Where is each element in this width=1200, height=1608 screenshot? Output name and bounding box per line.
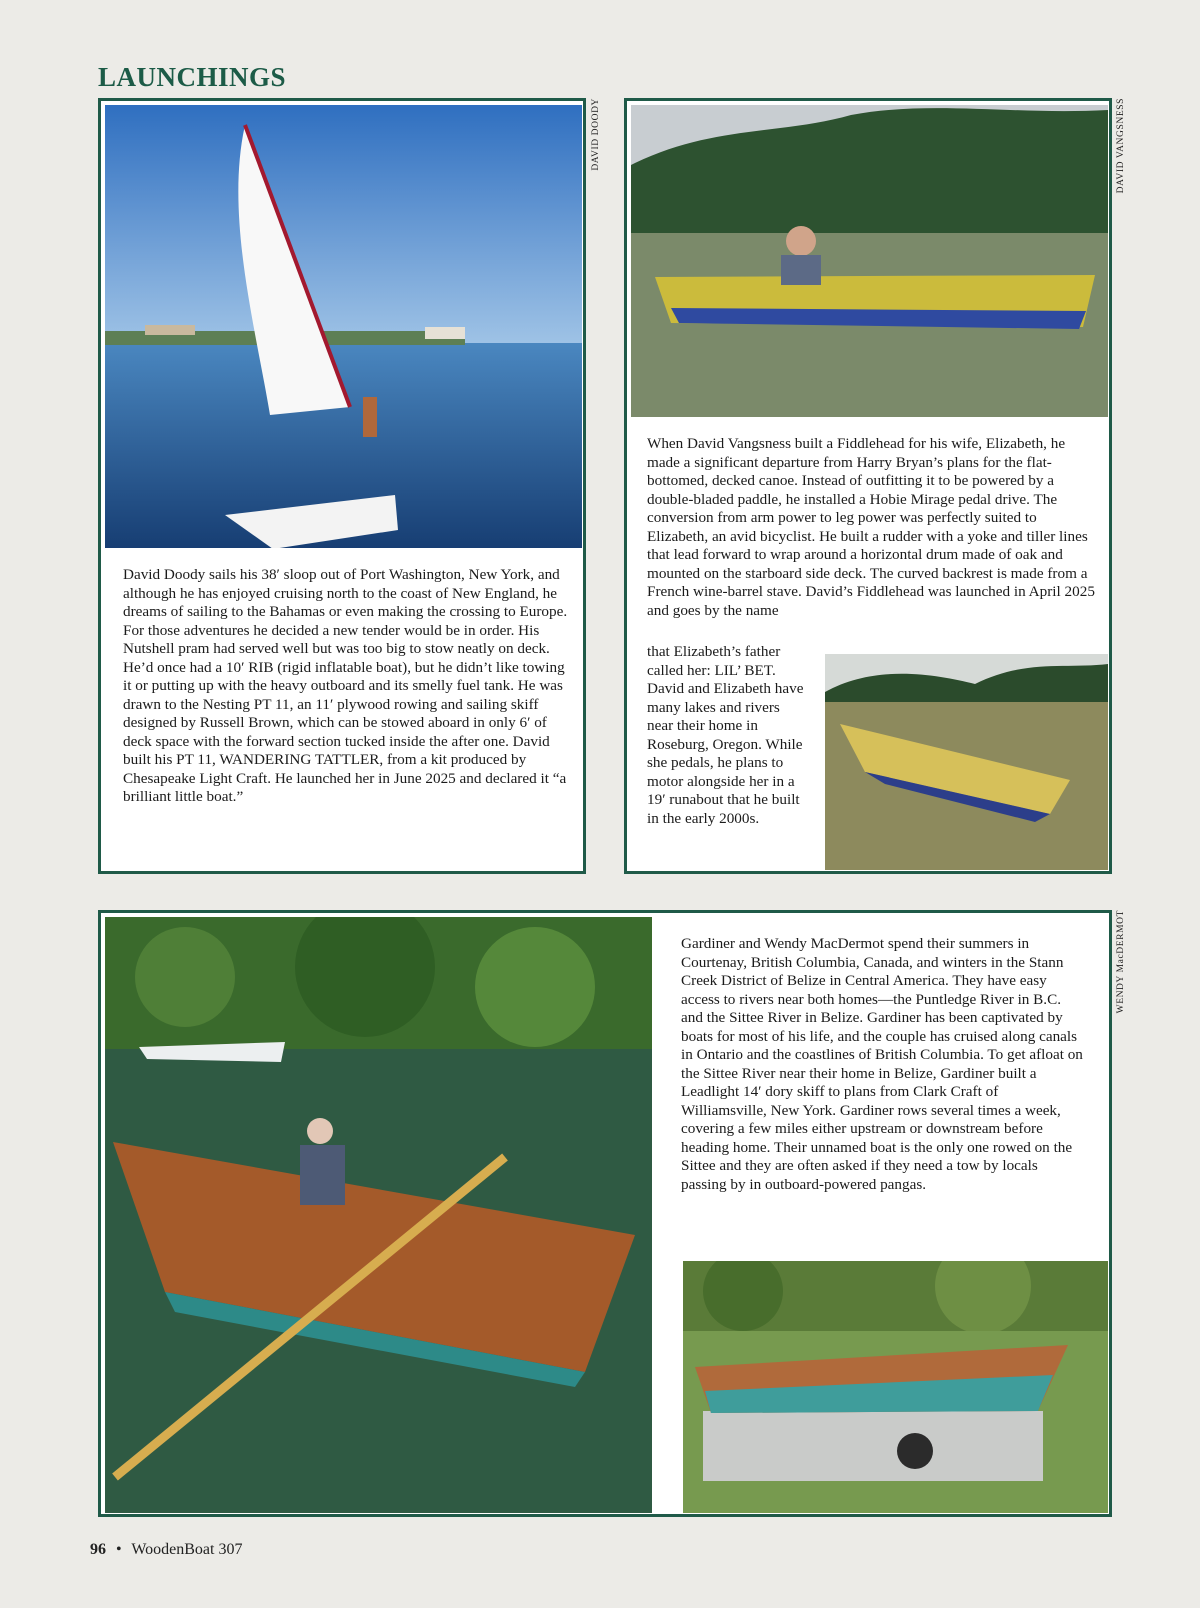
doody-story-panel <box>98 98 586 874</box>
doody-photo-credit: DAVID DOODY <box>591 98 601 171</box>
macdermot-dory-on-trailer-photo <box>683 1261 1108 1513</box>
macdermot-story-text: Gardiner and Wendy MacDermot spend their summers in Courtenay, British Columbia, Canada, and winters in the Stann Creek District of Belize in Central America. They have easy access to rivers near both homes—the Puntledge River in B.C. and the Sittee River in Belize. Gardiner has been captivated by boats for most of his life, and the couple has cruised along canals in Ontario and the coastlines of British Columbia. To get afloat on the Sittee River near their home in Belize, Gardiner built a Leadlight 14′ dory skiff to plans from Clark Craft of Williamsville, New York. Gardiner rows several times a week, covering a few miles either upstream or downstream before heading home. Their unnamed boat is the only one rowed on the Sittee and they are often asked if they need a tow by locals passing by in outboard-powered pangas. <box>681 935 1083 1193</box>
page-footer <box>90 1541 242 1559</box>
page-number: 96 <box>90 1541 106 1558</box>
footer-bullet: • <box>116 1541 122 1558</box>
vangsness-story-text-continued: that Elizabeth’s father called her: LIL’ BET. David and Elizabeth have many lakes and rivers near their home in Roseburg, Oregon. While she pedals, he plans to motor alongside her in a 19′ runabout that he built in the early 2000s. <box>647 643 804 827</box>
vangsness-canoe-photo <box>631 105 1108 417</box>
vangsness-story-panel <box>624 98 1112 874</box>
macdermot-rowing-dory-photo <box>105 917 652 1513</box>
macdermot-story-panel <box>98 910 1112 1517</box>
doody-story-text: David Doody sails his 38′ sloop out of Port Washington, New York, and although he has enjoyed cruising north to the coast of New England, he dreams of sailing to the Bahamas or even making the crossing to Europe. For those adventures he decided a new tender would be in order. His Nutshell pram had served well but was too big to stow neatly on deck. He’d once had a 10′ RIB (rigid inflatable boat), but he didn’t like towing it or putting up with the heavy outboard and its smelly fuel tank. He was drawn to the Nesting PT 11, an 11′ plywood rowing and sailing skiff designed by Russell Brown, which can be stowed aboard in only 6′ of deck space with the forward section tucked inside the after one. David built his PT 11, WANDERING TATTLER, from a kit produced by Chesapeake Light Craft. He launched her in June 2025 and declared it “a brilliant little boat.” <box>123 566 568 805</box>
macdermot-photo-credit: WENDY MacDERMOT <box>1116 910 1126 1014</box>
section-title: LAUNCHINGS <box>98 62 287 92</box>
publication-name: WoodenBoat 307 <box>131 1541 243 1558</box>
vangsness-canoe-moored-photo <box>825 654 1108 870</box>
doody-sailboat-photo <box>105 105 582 548</box>
vangsness-story-text: When David Vangsness built a Fiddlehead for his wife, Elizabeth, he made a significant departure from Harry Bryan’s plans for the flat-bottomed, decked canoe. Instead of outfitting it to be powered by a double-bladed paddle, he installed a Hobie Mirage pedal drive. The conversion from arm power to leg power was perfectly suited to Elizabeth, an avid bicyclist. He built a rudder with a yoke and tiller lines that lead forward to wrap around a horizontal drum made of oak and mounted on the starboard side deck. The curved backrest is made from a French wine-barrel stave. David’s Fiddlehead was launched in April 2025 and goes by the name <box>647 435 1095 619</box>
vangsness-photo-credit: DAVID VANGSNESS <box>1116 98 1126 194</box>
